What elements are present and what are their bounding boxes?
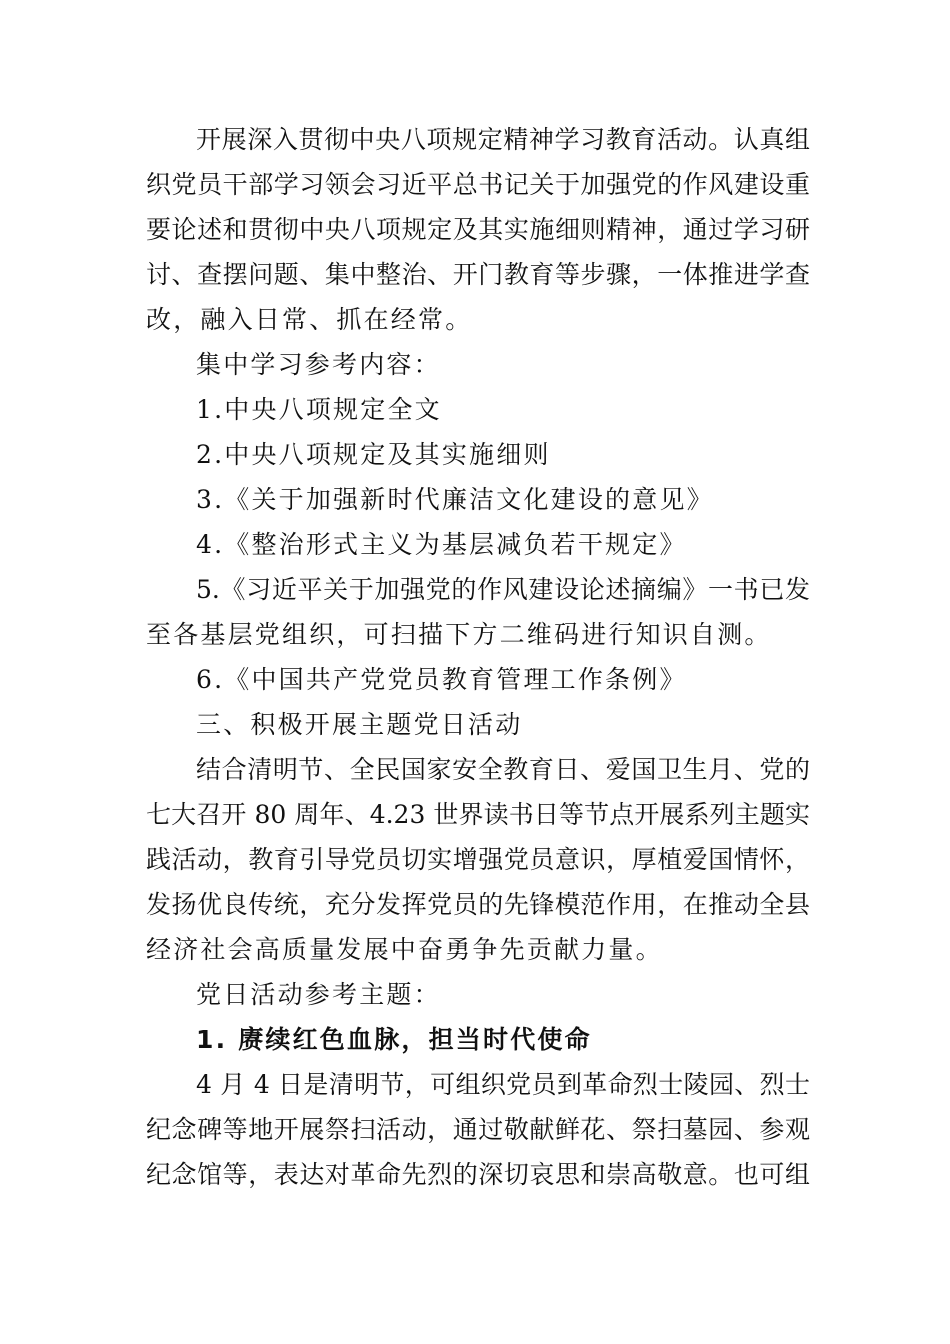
list-item: 4.《整治形式主义为基层减负若干规定》 (196, 530, 687, 559)
section-heading: 三、积极开展主题党日活动 (196, 710, 523, 739)
paragraph-line: 要论述和贯彻中央八项规定及其实施细则精神，通过学习研 (146, 215, 810, 244)
paragraph-line: 4 月 4 日是清明节，可组织党员到革命烈士陵园、烈士 (196, 1070, 810, 1099)
list-item: 6.《中国共产党党员教育管理工作条例》 (196, 665, 687, 694)
paragraph-line: 纪念碑等地开展祭扫活动，通过敬献鲜花、祭扫墓园、参观 (146, 1115, 810, 1144)
paragraph-line: 改，融入日常、抓在经常。 (146, 305, 473, 334)
paragraph-line: 发扬优良传统，充分发挥党员的先锋模范作用，在推动全县 (146, 890, 810, 919)
theme-heading: 1. 赓续红色血脉，担当时代使命 (196, 1025, 592, 1054)
section-label: 集中学习参考内容： (196, 350, 441, 379)
paragraph-line: 纪念馆等，表达对革命先烈的深切哀思和崇高敬意。也可组 (146, 1160, 810, 1189)
list-item: 2.中央八项规定及其实施细则 (196, 440, 551, 469)
paragraph-line: 七大召开 80 周年、4.23 世界读书日等节点开展系列主题实 (146, 800, 810, 829)
paragraph-line: 织党员干部学习领会习近平总书记关于加强党的作风建设重 (146, 170, 810, 199)
list-item: 3.《关于加强新时代廉洁文化建设的意见》 (196, 485, 714, 514)
paragraph-line: 讨、查摆问题、集中整治、开门教育等步骤，一体推进学查 (146, 260, 810, 289)
list-item: 1.中央八项规定全文 (196, 395, 442, 424)
section-label: 党日活动参考主题： (196, 980, 441, 1009)
list-item: 5.《习近平关于加强党的作风建设论述摘编》一书已发 (196, 575, 810, 604)
list-item-continuation: 至各基层党组织，可扫描下方二维码进行知识自测。 (146, 620, 772, 649)
paragraph-line: 开展深入贯彻中央八项规定精神学习教育活动。认真组 (196, 125, 810, 154)
paragraph-line: 经济社会高质量发展中奋勇争先贡献力量。 (146, 935, 663, 964)
paragraph-line: 结合清明节、全民国家安全教育日、爱国卫生月、党的 (196, 755, 810, 784)
paragraph-line: 践活动，教育引导党员切实增强党员意识，厚植爱国情怀， (146, 845, 810, 874)
